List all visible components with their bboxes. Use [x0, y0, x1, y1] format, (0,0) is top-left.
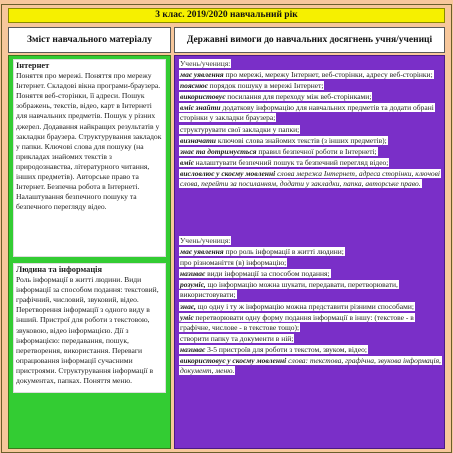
req1-line-rest: порядок пошуку в мережі Інтернет;	[207, 81, 324, 91]
req1-line	[179, 70, 441, 80]
req2-line	[179, 313, 441, 333]
req1-line	[179, 125, 441, 135]
req2-line	[179, 280, 441, 300]
req2-line	[179, 345, 441, 355]
req1-line-text	[179, 125, 300, 134]
internet-section-text: Поняття про мережі. Поняття про мережу Інтернет. Складові вікна програми-браузера. Поняття веб-сторінки, її адреси. Пошук зображень, текстів, відео, карт в Інтернеті для навчальних предметів. Пошук у різних джерел. Додавання найкращих результатів у закладки браузера. Структурування закладок у папки. Ключові слова для пошуку (на прикладах знайомих текстів з природознавства, літературного читання, інших предметів). Авторське право та Інтернет. Безпечна робота в Інтернеті. Налаштування безпечного пошуку та безпечного перегляду відео.	[16, 71, 162, 212]
req2-keyword: називає	[180, 344, 206, 354]
req1-keyword: має уявлення	[180, 70, 224, 80]
req1-line-text	[179, 92, 372, 101]
document-sheet	[1, 4, 452, 453]
requirements-list-1	[179, 70, 441, 189]
req2-line-text	[179, 302, 415, 311]
req2-line	[179, 302, 441, 312]
req2-line	[179, 356, 441, 376]
req1-line	[179, 81, 441, 91]
req2-line-rest: слова: текстова, графічна, звукова інформація, документ, меню.	[180, 356, 441, 376]
left-column	[8, 55, 171, 449]
req1-line-text	[179, 103, 435, 122]
req1-keyword: пояснює	[180, 81, 208, 91]
req1-keyword: вміє знайти	[180, 103, 221, 113]
requirements-list-2	[179, 247, 441, 376]
req1-line-rest: структурувати свої закладки у папки;	[180, 124, 300, 134]
req2-line-rest: перетворювати одну форму подання інформації в іншу: (текстове - в графічне, числове - в текстове тощо);	[180, 312, 414, 332]
req2-keyword: знає,	[180, 301, 196, 311]
req2-keyword: розуміє,	[180, 280, 206, 290]
req2-line-text	[179, 280, 399, 299]
req2-keyword: має уявлення	[180, 247, 224, 257]
req2-line	[179, 258, 441, 268]
req2-line	[179, 334, 441, 344]
internet-section-title: Інтернет	[16, 61, 50, 70]
header-left: Зміст навчального матеріалу	[8, 27, 171, 53]
req2-line-rest: види інформації за способом подання;	[205, 269, 330, 279]
info-section-text: Роль інформації в житті людини. Види інформації за способом подання: текстовий, графічний, числовий, звуковий, відео. Перетворення інформації з одного виду в інший. Пристрої для роботи з текстовою, звуковою, відео інформацією. Дії з інформацією: передавання, пошук, перетворення, використання. Переваги опрацювання інформації сучасними пристроями. Структурування інформації в документах, папках. Поняття меню.	[16, 275, 159, 386]
req1-line-rest: правил безпечної роботи в Інтернеті;	[256, 146, 377, 156]
req2-line	[179, 247, 441, 257]
req1-keyword: висловлює у скоєму мовленні	[180, 168, 276, 178]
info-section	[13, 263, 166, 393]
req2-keyword: уміє	[180, 312, 194, 322]
req1-line-rest: додаткову інформацію для навчальних предметів та додати обрані сторінки у закладки браузера;	[180, 103, 434, 123]
req1-line	[179, 136, 441, 146]
req1-line-text	[179, 70, 434, 79]
req1-line-rest: налаштувати безпечний пошук та безпечний перегляд відео;	[193, 157, 389, 167]
requirements-head-1: Учень/учениця:	[180, 59, 231, 68]
req2-line-text	[179, 269, 331, 278]
req1-keyword: вміє	[180, 157, 194, 167]
req2-keyword: використовує у скоєму мовленні	[180, 356, 287, 366]
req2-line-text	[179, 334, 294, 343]
req1-line	[179, 147, 441, 157]
req1-line-text	[179, 147, 378, 156]
req1-line	[179, 103, 441, 123]
req1-line-text	[179, 158, 389, 167]
req2-line-text	[179, 313, 415, 332]
req2-line-text	[179, 258, 287, 267]
req1-line-text	[179, 136, 388, 145]
req1-keyword: знає та дотримується	[180, 146, 257, 156]
req1-line-text	[179, 81, 324, 90]
req2-line-rest: що одну і ту ж інформацію можна представити різними способами;	[195, 301, 414, 311]
info-section-title: Людина та інформація	[16, 265, 103, 274]
req2-keyword: називає	[180, 269, 206, 279]
req2-line-rest: що інформацію можна шукати, передавати, перетворювати, використовувати;	[180, 280, 398, 300]
req2-line-rest: про роль інформації в житті людини;	[223, 247, 344, 257]
req2-line-rest: 3-5 пристроїв для роботи з текстом, звуком, відео;	[205, 344, 367, 354]
internet-section	[13, 59, 166, 257]
req1-line	[179, 169, 441, 189]
req1-line	[179, 158, 441, 168]
requirements-head-2: Учень/учениця:	[180, 236, 231, 245]
req1-line-rest: посилання для переходу між веб-сторінками;	[225, 92, 372, 102]
requirements-block-1	[179, 59, 441, 190]
req1-line	[179, 92, 441, 102]
requirements-block-2	[179, 236, 441, 377]
req2-line-text	[179, 356, 442, 375]
req1-keyword: використовує	[180, 92, 226, 102]
req1-keyword: визначати	[180, 135, 216, 145]
req2-line-text	[179, 345, 368, 354]
req2-line-rest: створити папку та документи в ній;	[180, 333, 294, 343]
req1-line-rest: слова мережа Інтернет, адреса сторінки, ключові слова, перейти за посиланням, додати у закладки, папка, авторське право.	[180, 168, 441, 189]
page-title: 3 клас. 2019/2020 навчальний рік	[8, 8, 445, 23]
req1-line-text	[179, 169, 441, 188]
header-right: Державні вимоги до навчальних досягнень учня/учениці	[174, 27, 445, 53]
right-column	[174, 55, 445, 449]
req2-line-rest: про різноманіття (в) інформацію;	[180, 258, 287, 268]
req1-line-rest: ключові слова знайомих текстів (з інших предметів);	[215, 135, 387, 145]
req1-line-rest: про мережі, мережу Інтернет, веб-сторінки, адресу веб-сторінки;	[223, 70, 433, 80]
req2-line-text	[179, 247, 345, 256]
req2-line	[179, 269, 441, 279]
